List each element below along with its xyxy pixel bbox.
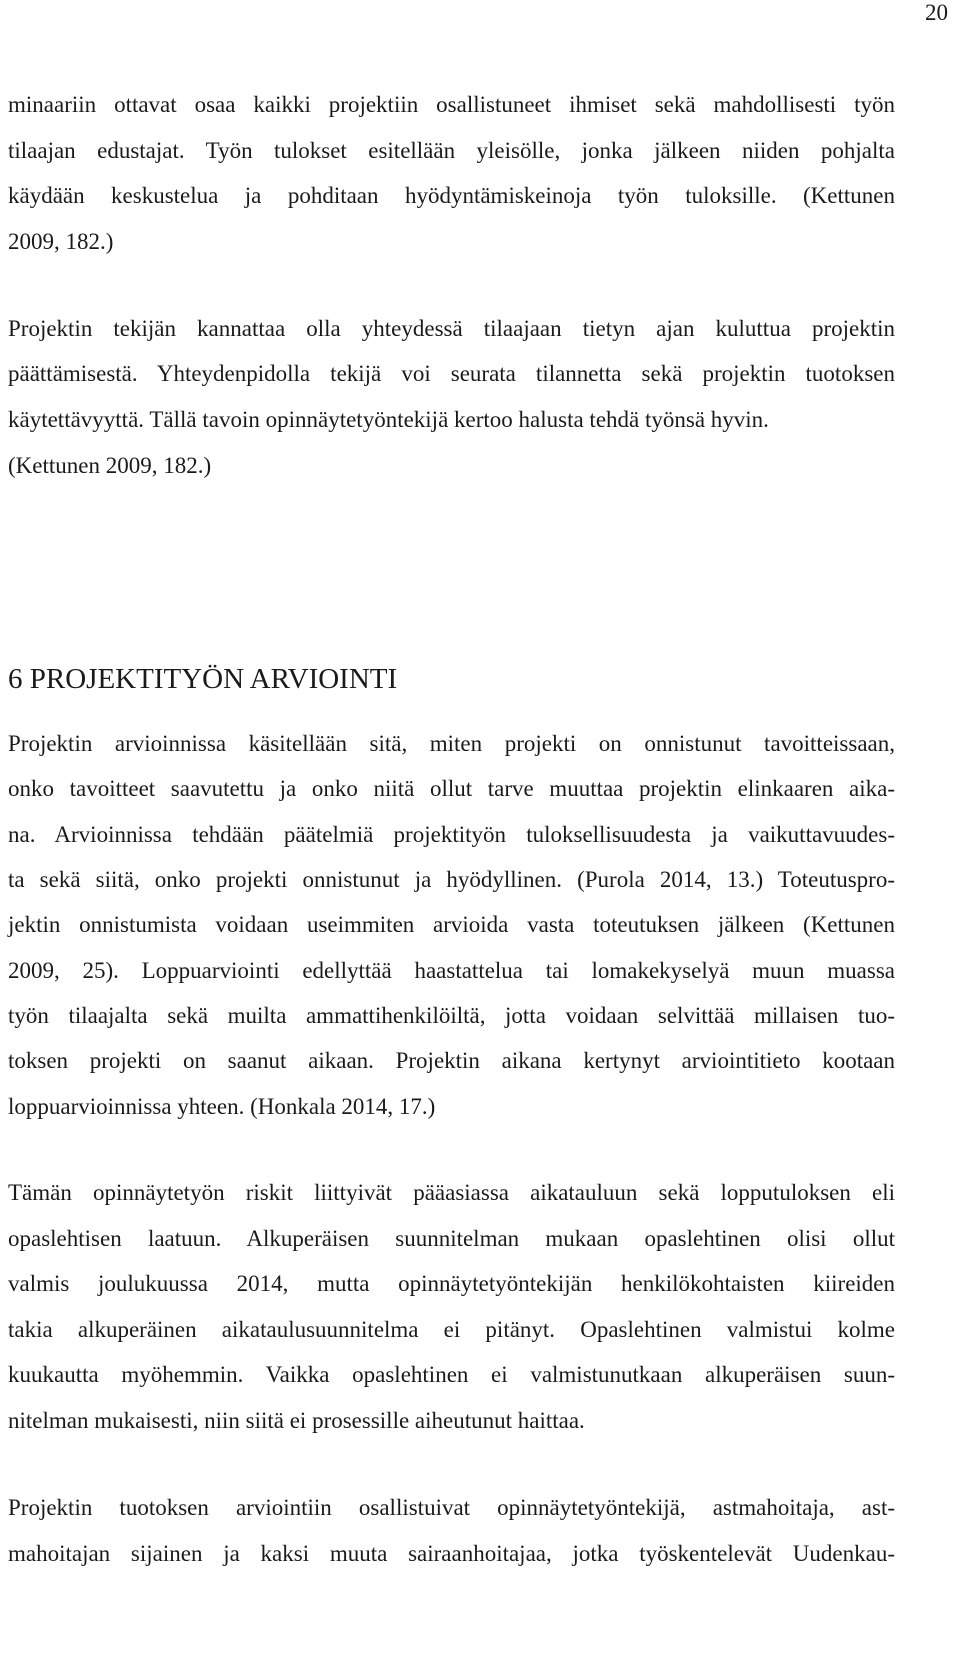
body-line: valmis joulukuussa 2014, mutta opinnäytetyöntekijän henkilökohtaisten kiireiden: [8, 1271, 895, 1296]
body-line: 2009, 182.): [8, 229, 114, 254]
body-line: minaariin ottavat osaa kaikki projektiin osallistuneet ihmiset sekä mahdollisesti työn: [8, 92, 895, 117]
body-line: toksen projekti on saanut aikaan. Projektin aikana kertynyt arviointitieto kootaan: [8, 1048, 895, 1073]
body-line: nitelman mukaisesti, niin siitä ei prosessille aiheutunut haittaa.: [8, 1408, 585, 1433]
body-line: Projektin tekijän kannattaa olla yhteydessä tilaajaan tietyn ajan kuluttua projektin: [8, 316, 895, 341]
body-line: na. Arvioinnissa tehdään päätelmiä projektityön tuloksellisuudesta ja vaikuttavuudes-: [8, 822, 895, 847]
body-line: käydään keskustelua ja pohditaan hyödyntämiskeinoja työn tuloksille. (Kettunen: [8, 183, 895, 208]
body-line: ta sekä siitä, onko projekti onnistunut ja hyödyllinen. (Purola 2014, 13.) Toteutuspro-: [8, 867, 895, 892]
body-line: tilaajan edustajat. Työn tulokset esitellään yleisölle, jonka jälkeen niiden pohjalta: [8, 138, 895, 163]
body-line: Projektin tuotoksen arviointiin osallistuivat opinnäytetyöntekijä, astmahoitaja, ast-: [8, 1495, 895, 1520]
body-line: työn tilaajalta sekä muilta ammattihenkilöiltä, jotta voidaan selvittää millaisen tuo-: [8, 1003, 895, 1028]
body-line: mahoitajan sijainen ja kaksi muuta sairaanhoitajaa, jotka työskentelevät Uudenkau-: [8, 1541, 895, 1566]
body-line: (Kettunen 2009, 182.): [8, 453, 212, 478]
body-line: kuukautta myöhemmin. Vaikka opaslehtinen ei valmistunutkaan alkuperäisen suun-: [8, 1362, 895, 1387]
body-line: Projektin arvioinnissa käsitellään sitä, miten projekti on onnistunut tavoitteissaan,: [8, 731, 895, 756]
body-line: käytettävyyttä. Tällä tavoin opinnäytetyöntekijä kertoo halusta tehdä työnsä hyvin.: [8, 407, 769, 432]
page-number: 20: [925, 0, 948, 25]
section-heading: 6 PROJEKTITYÖN ARVIOINTI: [8, 663, 398, 695]
body-line: jektin onnistumista voidaan useimmiten arvioida vasta toteutuksen jälkeen (Kettunen: [8, 912, 895, 937]
body-line: loppuarvioinnissa yhteen. (Honkala 2014, 17.): [8, 1094, 436, 1119]
body-line: 2009, 25). Loppuarviointi edellyttää haastattelua tai lomakekyselyä muun muassa: [8, 958, 895, 983]
body-line: opaslehtisen laatuun. Alkuperäisen suunnitelman mukaan opaslehtinen olisi ollut: [8, 1226, 895, 1251]
body-line: onko tavoitteet saavutettu ja onko niitä ollut tarve muuttaa projektin elinkaaren aika-: [8, 776, 895, 801]
body-line: päättämisestä. Yhteydenpidolla tekijä voi seurata tilannetta sekä projektin tuotoksen: [8, 361, 895, 386]
body-line: takia alkuperäinen aikataulusuunnitelma ei pitänyt. Opaslehtinen valmistui kolme: [8, 1317, 895, 1342]
body-line: Tämän opinnäytetyön riskit liittyivät pääasiassa aikatauluun sekä lopputuloksen eli: [8, 1180, 895, 1205]
